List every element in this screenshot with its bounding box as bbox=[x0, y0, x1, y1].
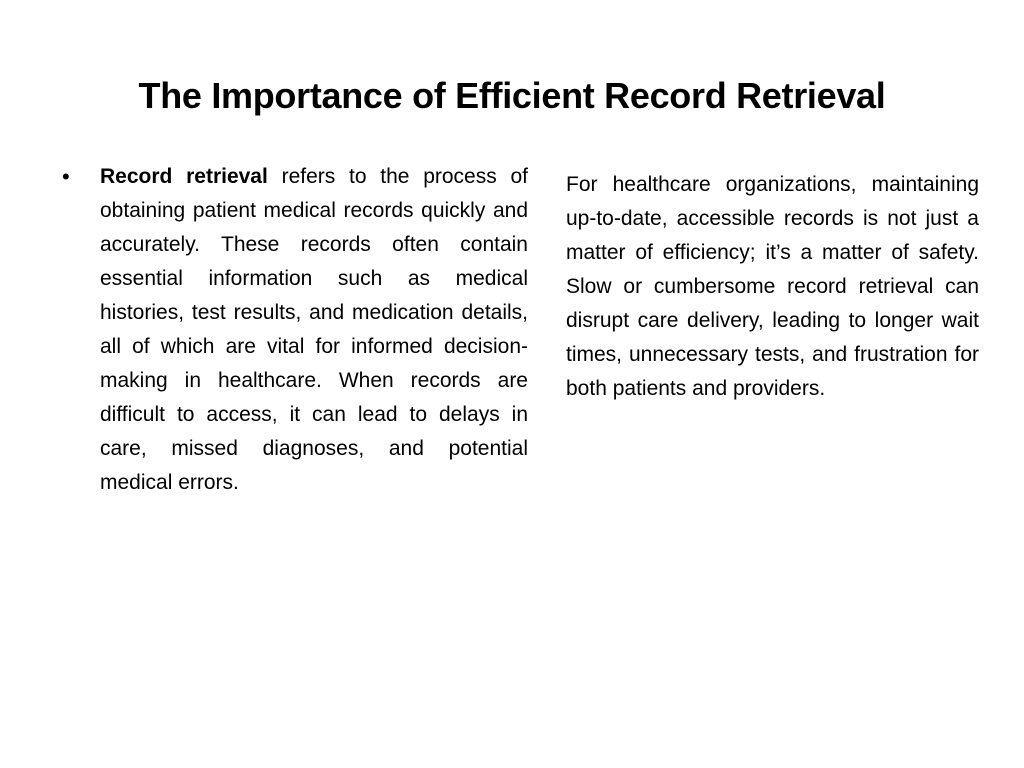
bold-term: Record retrieval bbox=[100, 165, 268, 188]
right-paragraph: For healthcare organizations, maintaining up-to-date, accessible records is not just a matter of efficiency; it’s a matter of safety. Slow or cumbersome record retrieval can disrupt care delivery, leading to longer wait times, unnecessary tests, and frustration for both patients and providers. bbox=[566, 173, 979, 400]
bullet-item bbox=[62, 160, 528, 500]
left-paragraph bbox=[100, 160, 528, 500]
left-column bbox=[62, 160, 528, 500]
bullet-icon: • bbox=[62, 164, 70, 189]
slide-title: The Importance of Efficient Record Retrieval bbox=[138, 75, 886, 116]
left-paragraph-body: refers to the process of obtaining patient medical records quickly and accurately. These records often contain essential information such as medical histories, test results, and medication details, all of which are vital for informed decision-making in healthcare. When records are difficult to access, it can lead to delays in care, missed diagnoses, and potential medical errors. bbox=[100, 165, 528, 494]
right-column bbox=[566, 168, 979, 406]
